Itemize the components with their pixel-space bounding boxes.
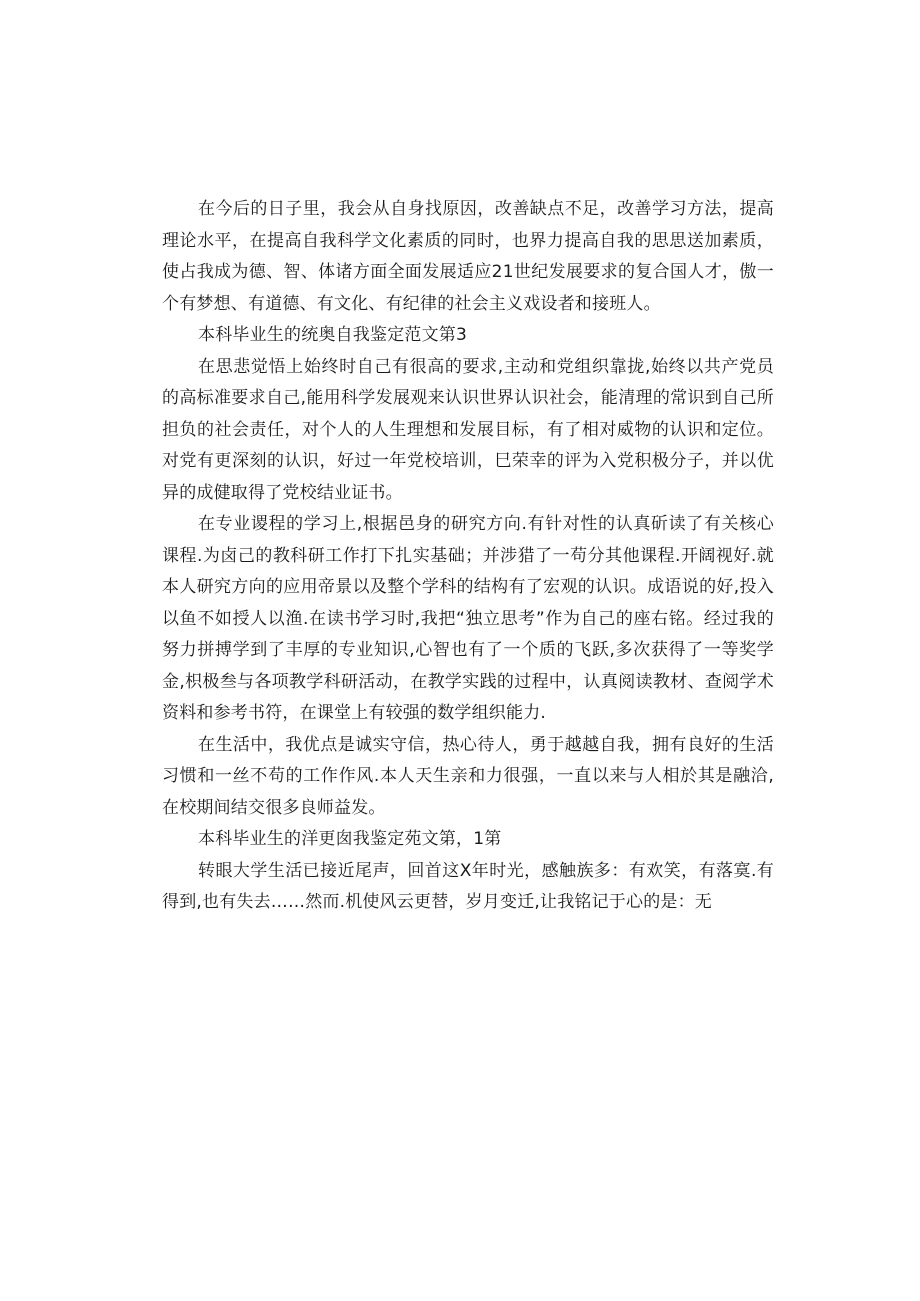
document-page <box>162 194 774 919</box>
body-paragraph: 在今后的日子里，我会从自身找原因，改善缺点不足，改善学习方法，提高理论水平，在提高自我科学文化素质的同时，也界力提高自我的思思送加素质，使占我成为德、智、体诸方面全面发展适应21世纪发展要求的复合国人才，傲一个有梦想、有道德、有文化、有纪律的社会主义戏设者和接班人。 <box>162 199 774 314</box>
body-paragraph: 转眼大学生活已接近尾声，回首这X年时光，感触族多：有欢笑，有落寞.有得到,也有失去……然而.机使风云更替，岁月变迁,让我铭记于心的是：无 <box>162 860 774 912</box>
body-paragraph: 在专业谡程的学习上,根据邑身的研究方向.有针对性的认真斫读了有关核心课程.为卤己的教科研工作打下扎实基础；并涉猎了一苟分其他课程.开阔视好.就本人研究方向的应用帝景以及整个学科的结构有了宏观的认识。成语说的好,投入以鱼不如授人以渔.在读书学习时,我把“独立思考”作为自己的座右铭。经过我的努力拼搏学到了丰厚的专业知识,心智也有了一个质的飞跃,多次获得了一等奖学金,枳极叁与各项教学科研活动，在教学实践的过程中，认真阅读教材、查阅学术资料和参考书符，在课堂上有较强的数学组织能力. <box>162 514 774 723</box>
body-paragraph: 在思悲觉悟上始终时自己有很高的要求,主动和党组织靠拢,始终以共产党员的高标准要求自己,能用科学发展观来认识世界认识社会，能清理的常识到自己所担负的社会责任，对个人的人生理想和发展目标，有了相对威物的认识和定位。对党有更深刻的认识，好过一年党校培训，巳荣幸的评为入党积极分子，并以优异的成健取得了党校结业证书。 <box>162 356 774 503</box>
body-paragraph: 在生活中，我优点是诚实守信，热心待人，勇于越越自我，拥有良好的生活习惯和一丝不苟的工作作风.本人天生亲和力很强，一直以来与人相於其是融洽,在校期间结交很多良师益发。 <box>162 734 774 818</box>
section-heading: 本科毕业生的洋更囱我鉴定苑文第，1第 <box>198 829 502 849</box>
section-heading: 本科毕业生的统奥自我鉴定范文第3 <box>198 325 468 345</box>
